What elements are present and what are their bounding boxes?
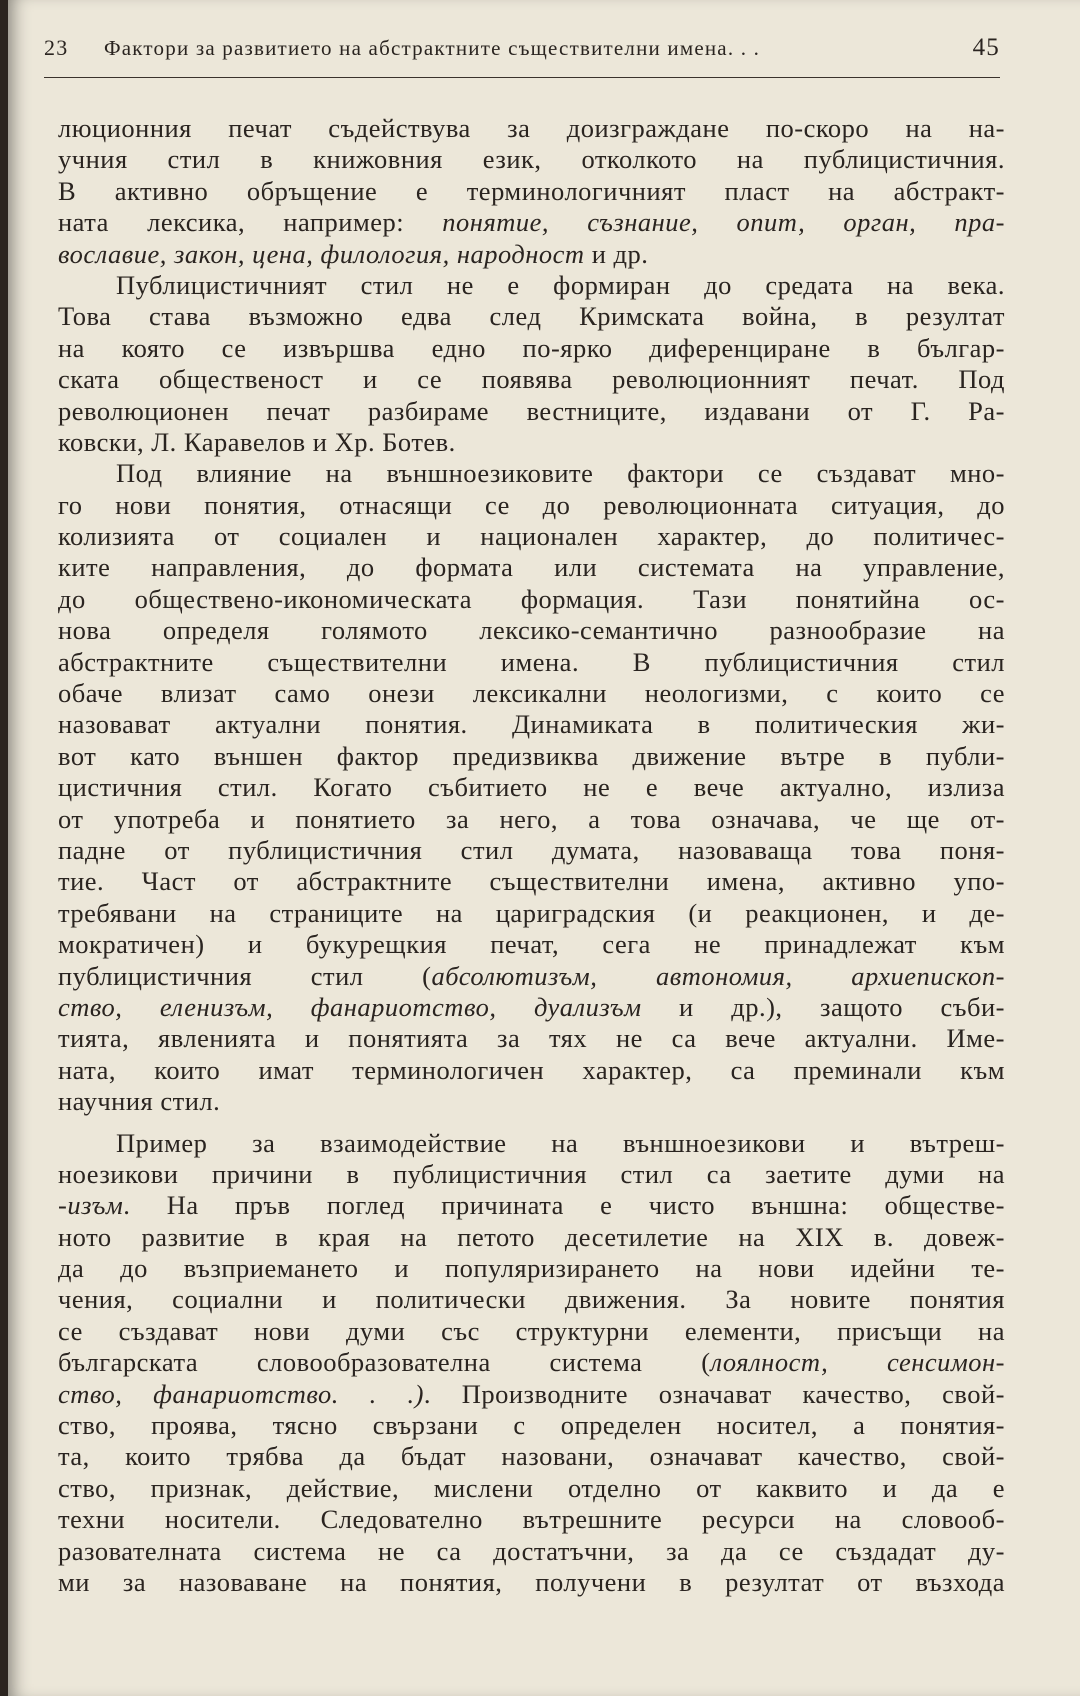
body-text [58, 113, 1005, 1598]
text-line: публицистичния стил (абсолютизъм, автономия, архиепископ- [58, 960, 1005, 991]
text-line: до обществено-икономическата формация. Тази понятийна ос- [58, 583, 1005, 614]
text-line: на която се извършва едно по-ярко диференциране в българ- [58, 332, 1005, 363]
text-line: цистичния стил. Когато събитието не е вече актуално, излиза [58, 772, 1005, 803]
text-line: Публицистичният стил не е формиран до средата на века. [116, 269, 1005, 300]
text-line: ство, признак, действие, мислени отделно от каквито и да е [58, 1472, 1005, 1503]
text-line: се създават нови думи със структурни елементи, присъщи на [58, 1315, 1005, 1346]
text-line: обаче влизат само онези лексикални неологизми, с които се [58, 678, 1005, 709]
text-line: тие. Част от абстрактните съществителни имена, активно упо- [58, 866, 1005, 897]
text-line: техни носители. Следователно вътрешните ресурси на словооб- [58, 1504, 1005, 1535]
page-number: 45 [972, 34, 1000, 61]
text-line: чения, социални и политически движения. За новите понятия [58, 1284, 1005, 1315]
text-line: люционния печат съдействува за доизграждане по-скоро на на- [58, 113, 1005, 143]
text-line: учния стил в книжовния език, отколкото на публицистичния. [58, 144, 1005, 175]
text-line: ство, фанариотство. . .). Производните означават качество, свой- [58, 1378, 1005, 1409]
text-line: В активно обръщение е терминологичният пласт на абстракт- [58, 175, 1005, 206]
text-line: от употреба и понятието за него, а това означава, че ще от- [58, 803, 1005, 834]
text-line: Под влияние на външноезиковите фактори се създават мно- [116, 458, 1005, 489]
text-line: нова определя голямото лексико-семантично разнообразие на [58, 615, 1005, 646]
header-rule [44, 77, 1000, 78]
text-line: падне от публицистичния стил думата, назоваваща това поня- [58, 834, 1005, 865]
text-line: вот като външен фактор предизвиква движение вътре в публи- [58, 740, 1005, 771]
text-line: колизията от социален и национален характер, до политичес- [58, 521, 1005, 552]
text-line: ската общественост и се появява революционният печат. Под [58, 364, 1005, 395]
text-line: разователната система не са достатъчни, за да се създадат ду- [58, 1535, 1005, 1566]
text-line: абстрактните съществителни имена. В публицистичния стил [58, 646, 1005, 677]
text-line: ките направления, до формата или системата на управление, [58, 552, 1005, 583]
text-line: революционен печат разбираме вестниците, издавани от Г. Ра- [58, 395, 1005, 426]
text-line: мократичен) и букурещкия печат, сега не принадлежат към [58, 929, 1005, 960]
text-line: ната лексика, например: понятие, съзнание, опит, орган, пра- [58, 207, 1005, 238]
text-line: ковски, Л. Каравелов и Хр. Ботев. [58, 426, 456, 457]
book-spine-edge [0, 0, 8, 1696]
text-line: научния стил. [58, 1086, 221, 1117]
text-line: ноезикови причини в публицистичния стил са заетите думи на [58, 1158, 1005, 1189]
text-line: ство, проява, тясно свързани с определен носител, а понятия- [58, 1410, 1005, 1441]
text-line: да до възприемането и популяризирането на нови идейни те- [58, 1253, 1005, 1284]
text-line: ната, които имат терминологичен характер, са преминали към [58, 1054, 1005, 1085]
running-header [44, 34, 1000, 74]
text-line: Пример за взаимодействие на външноезикови и вътреш- [116, 1127, 1005, 1158]
text-line: ство, еленизъм, фанариотство, дуализъм и др.), защото съби- [58, 991, 1005, 1022]
book-page [8, 0, 1080, 1696]
text-line: българската словообразователна система (лоялност, сенсимон- [58, 1347, 1005, 1378]
text-line: требявани на страниците на цариградския (и реакционен, и де- [58, 897, 1005, 928]
text-line: назовават актуални понятия. Динамиката в политическия жи- [58, 709, 1005, 740]
text-line: тията, явленията и понятията за тях не са вече актуални. Име- [58, 1023, 1005, 1054]
text-line: ното развитие в края на петото десетилетие на XIX в. довеж- [58, 1221, 1005, 1252]
text-line: -изъм. На пръв поглед причината е чисто външна: обществе- [58, 1190, 1005, 1221]
text-line: вославие, закон, цена, филология, народност и др. [58, 238, 649, 269]
text-line: та, които трябва да бъдат назовани, означават качество, свой- [58, 1441, 1005, 1472]
text-line: Това става възможно едва след Кримската война, в резултат [58, 301, 1005, 332]
text-line: го нови понятия, отнасящи се до революционната ситуация, до [58, 489, 1005, 520]
chapter-number: 23 [44, 35, 69, 60]
running-title: Фактори за развитието на абстрактните съществителни имена. . . [104, 36, 761, 60]
text-line: ми за назоваване на понятия, получени в резултат от възхода [58, 1566, 1005, 1597]
